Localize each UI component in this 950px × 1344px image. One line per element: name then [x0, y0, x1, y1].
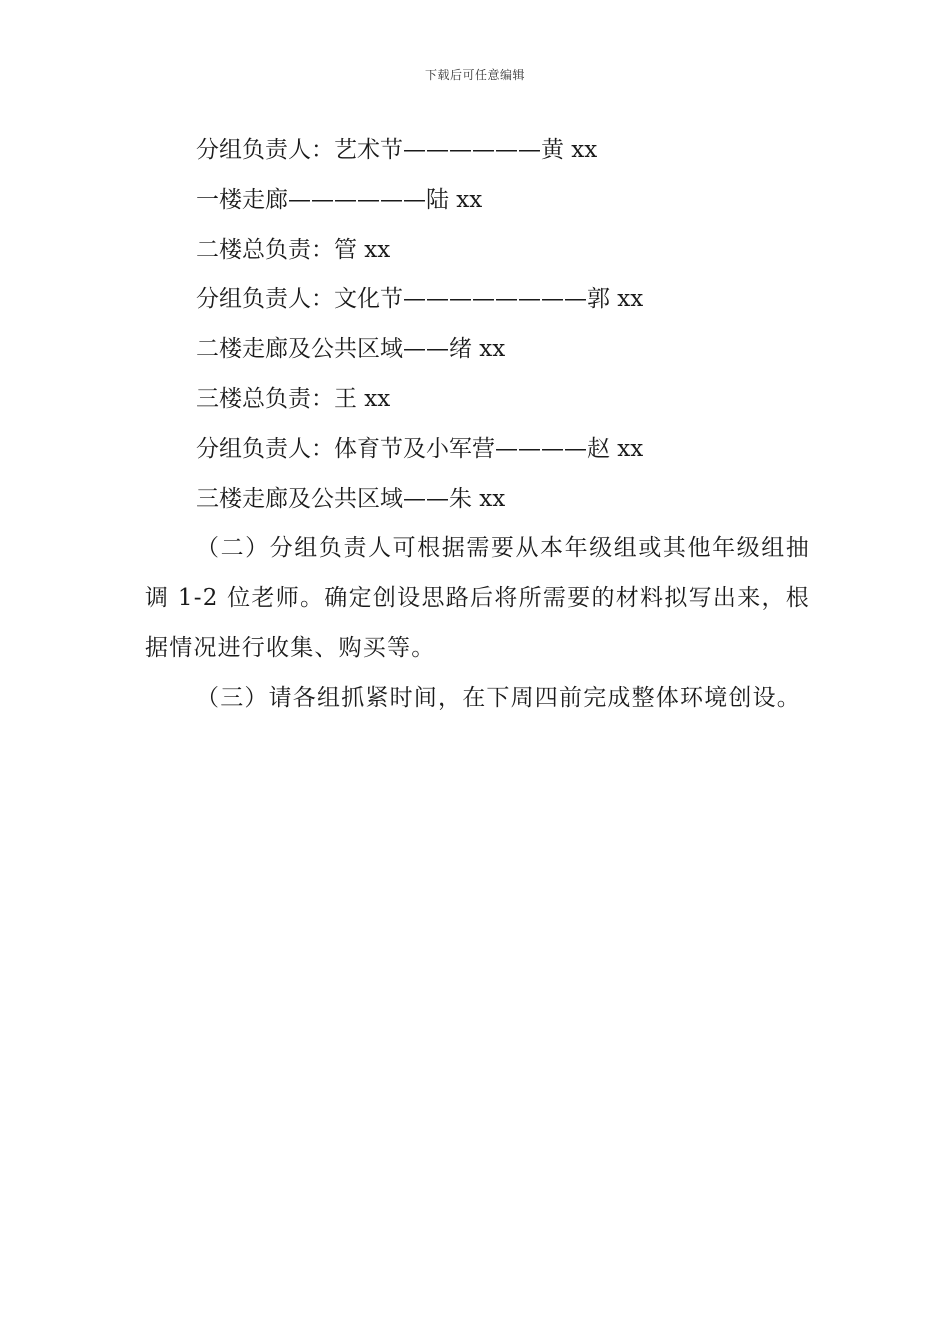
paragraph-section-three: （三）请各组抓紧时间，在下周四前完成整体环境创设。	[196, 684, 801, 711]
assignment-line: 二楼总负责：管 xx	[196, 236, 391, 263]
assignment-line: 二楼走廊及公共区域——绪 xx	[196, 336, 506, 363]
download-note: 下载后可任意编辑	[424, 68, 525, 82]
assignment-line: 三楼总负责：王 xx	[196, 385, 391, 412]
assignment-line: 三楼走廊及公共区域——朱 xx	[196, 485, 506, 512]
assignment-line: 一楼走廊——————陆 xx	[196, 186, 483, 213]
paragraph-section-two: （二）分组负责人可根据需要从本年级组或其他年级组抽调 1-2 位老师。确定创设思路后将所需要的材料拟写出来，根据情况进行收集、购买等。	[145, 535, 810, 661]
assignment-line: 分组负责人：文化节————————郭 xx	[196, 286, 644, 313]
assignment-line: 分组负责人：体育节及小军营————赵 xx	[196, 435, 644, 462]
assignment-line: 分组负责人：艺术节——————黄 xx	[196, 137, 598, 163]
document-body	[145, 126, 810, 724]
